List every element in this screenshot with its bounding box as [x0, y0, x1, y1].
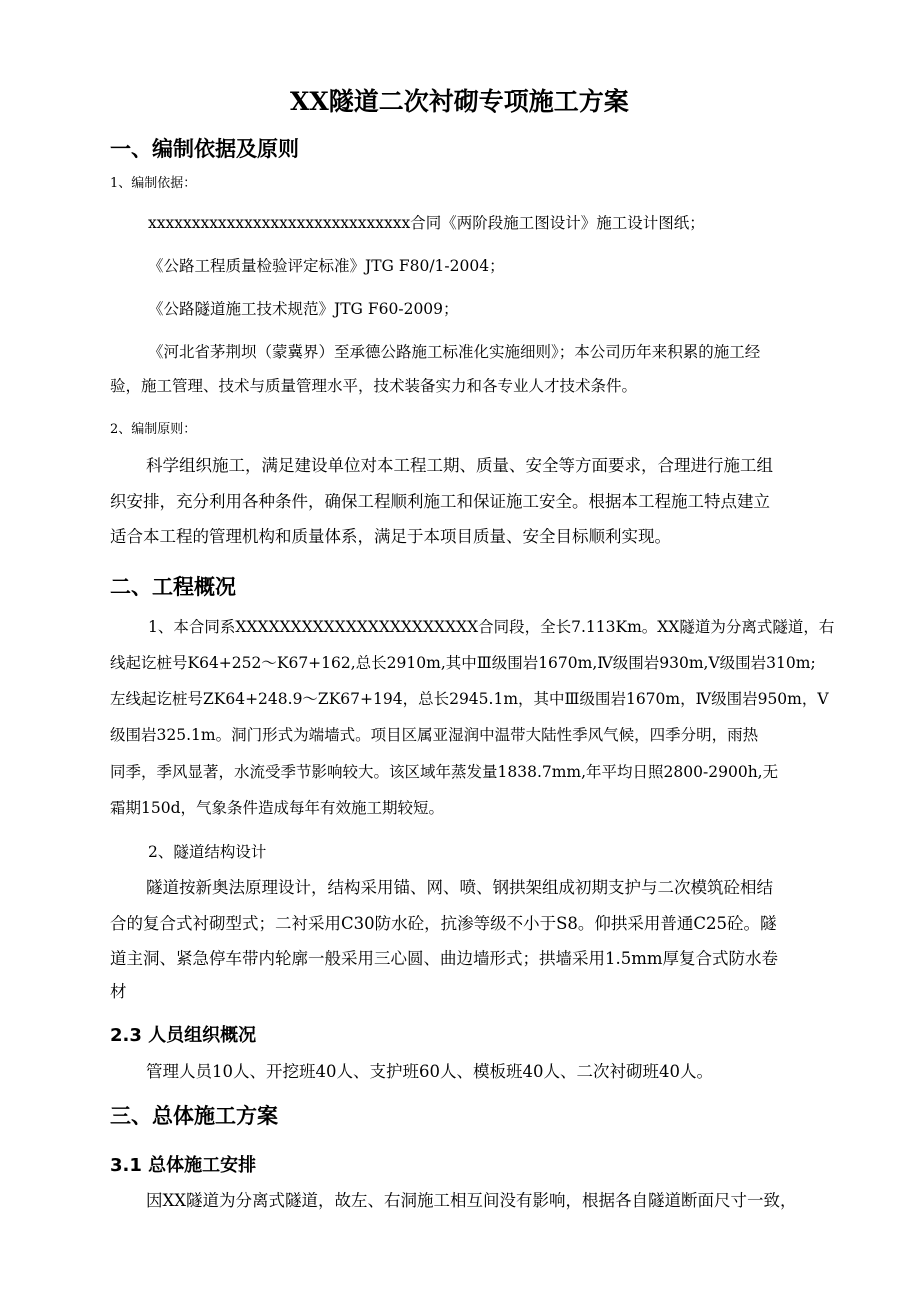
section3-heading: 三、总体施工方案	[110, 1104, 278, 1128]
basis-item: 验，施工管理、技术与质量管理水平，技术装备实力和各专业人才技术条件。	[110, 377, 638, 395]
section2-heading: 二、工程概况	[110, 575, 236, 599]
basis-item: 《公路工程质量检验评定标准》JTG F80/1-2004；	[148, 257, 505, 275]
basis-item: xxxxxxxxxxxxxxxxxxxxxxxxxxxxxx合同《两阶段施工图设计》施工设计图纸；	[148, 214, 705, 232]
overview-line: 左线起讫桩号ZK64+248.9～ZK67+194，总长2945.1m，其中Ⅲ级围岩1670m，Ⅳ级围岩950m，Ⅴ	[110, 690, 829, 708]
structure-line: 材	[110, 982, 127, 1001]
section3-subheading: 3.1 总体施工安排	[110, 1155, 257, 1176]
principle-line: 适合本工程的管理机构和质量体系，满足于本项目质量、安全目标顺利实现。	[110, 527, 671, 546]
basis-label: 1、编制依据：	[110, 176, 197, 191]
principle-line: 织安排，充分利用各种条件，确保工程顺利施工和保证施工安全。根据本工程施工特点建立	[110, 492, 770, 511]
structure-label: 2、隧道结构设计	[148, 843, 267, 861]
structure-line: 合的复合式衬砌型式；二衬采用C30防水砼，抗渗等级不小于S8。仰拱采用普通C25砼。隧	[110, 914, 777, 933]
principle-line: 科学组织施工，满足建设单位对本工程工期、质量、安全等方面要求，合理进行施工组	[146, 456, 773, 475]
structure-line: 道主洞、紧急停车带内轮廓一般采用三心圆、曲边墙形式；拱墙采用1.5mm厚复合式防水卷	[110, 949, 779, 968]
overview-line: 线起讫桩号K64+252～K67+162,总长2910m,其中Ⅲ级围岩1670m,Ⅳ级围岩930m,Ⅴ级围岩310m;	[110, 654, 816, 672]
document-title: XX隧道二次衬砌专项施工方案	[290, 87, 629, 116]
section1-heading: 一、编制依据及原则	[110, 137, 299, 161]
principle-label: 2、编制原则：	[110, 422, 197, 437]
overview-line: 级围岩325.1m。洞门形式为端墙式。项目区属亚湿润中温带大陆性季风气候，四季分明，雨热	[110, 726, 759, 744]
staff-line: 管理人员10人、开挖班40人、支护班60人、模板班40人、二次衬砌班40人。	[146, 1062, 713, 1081]
basis-item: 《河北省茅荆坝（蒙冀界）至承德公路施工标准化实施细则》；本公司历年来积累的施工经	[148, 343, 761, 361]
structure-line: 隧道按新奥法原理设计，结构采用锚、网、喷、钢拱架组成初期支护与二次模筑砼相结	[146, 878, 773, 897]
staff-heading: 2.3 人员组织概况	[110, 1025, 257, 1046]
overview-line: 同季，季风显著，水流受季节影响较大。该区域年蒸发量1838.7mm,年平均日照2800-2900h,无	[110, 763, 779, 781]
overview-line: 1、本合同系XXXXXXXXXXXXXXXXXXXXXX合同段，全长7.113Km。XX隧道为分离式隧道，右	[148, 618, 835, 636]
overview-line: 霜期150d，气象条件造成每年有效施工期较短。	[110, 799, 445, 817]
section3-first-line: 因XX隧道为分离式隧道，故左、右洞施工相互间没有影响，根据各自隧道断面尺寸一致，	[146, 1191, 797, 1210]
basis-item: 《公路隧道施工技术规范》JTG F60-2009；	[148, 300, 459, 318]
